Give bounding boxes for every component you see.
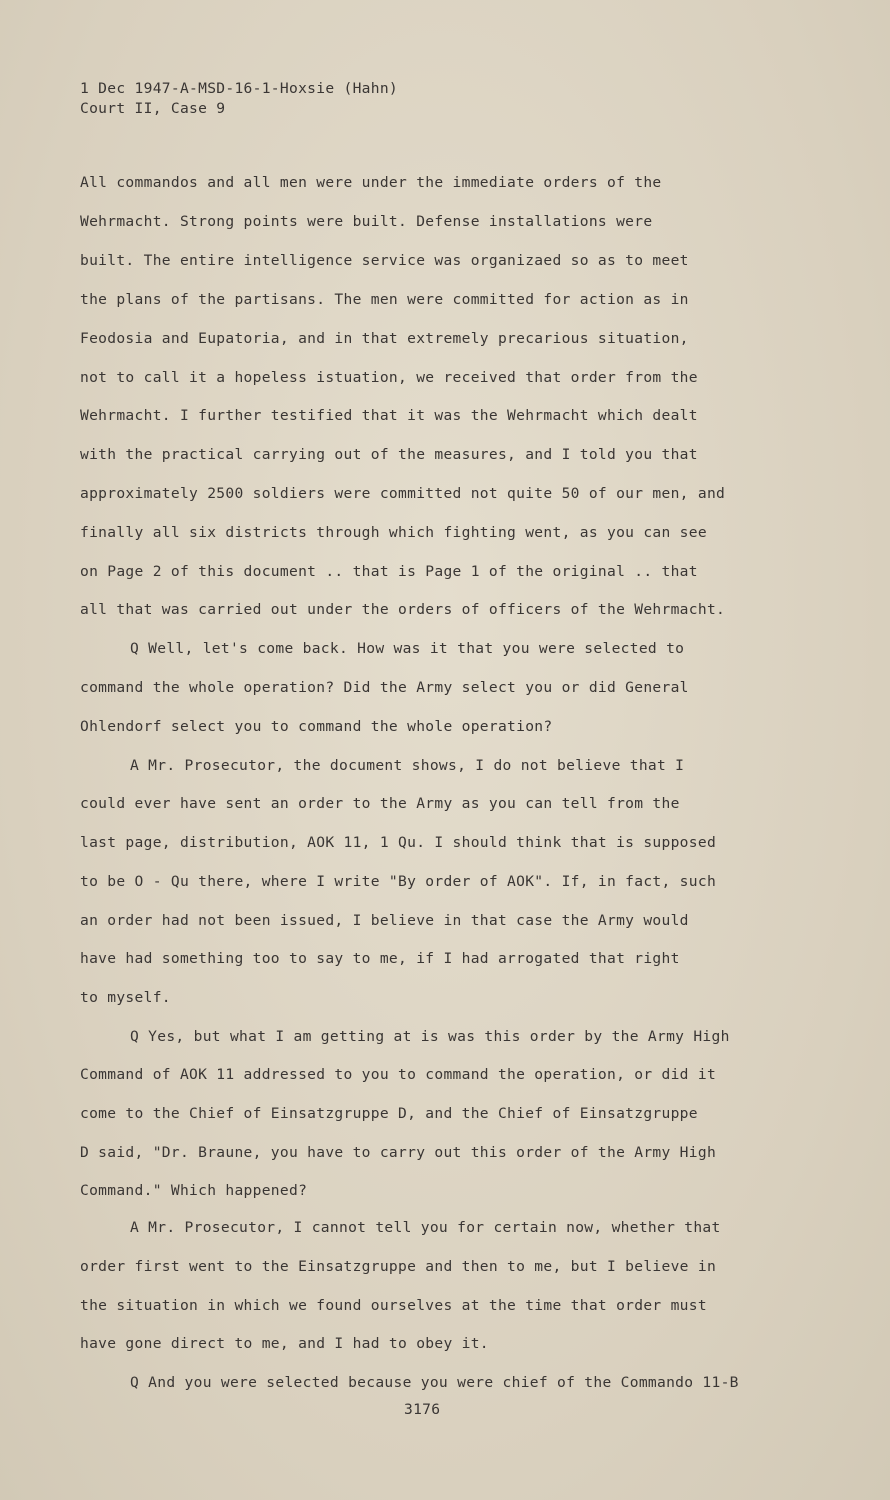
question-line: Q Well, let's come back. How was it that you were selected to xyxy=(130,640,685,657)
text-line: built. The entire intelligence service was organizaed so as to meet xyxy=(80,252,689,269)
text-line: to be O - Qu there, where I write "By order of AOK". If, in fact, such xyxy=(80,873,717,890)
text-line: not to call it a hopeless istuation, we received that order from the xyxy=(80,369,698,386)
text-line: Wehrmacht. Strong points were built. Defense installations were xyxy=(80,213,653,230)
question-line: Q Yes, but what I am getting at is was this order by the Army High xyxy=(130,1028,730,1045)
text-line: finally all six districts through which fighting went, as you can see xyxy=(80,524,707,541)
text-line: D said, "Dr. Braune, you have to carry out this order of the Army High xyxy=(80,1144,717,1161)
text-line: on Page 2 of this document .. that is Page 1 of the original .. that xyxy=(80,563,698,580)
text-line: Command of AOK 11 addressed to you to command the operation, or did it xyxy=(80,1066,717,1083)
header-court: Court II, Case 9 xyxy=(80,100,226,117)
text-line: with the practical carrying out of the measures, and I told you that xyxy=(80,446,698,463)
text-line: come to the Chief of Einsatzgruppe D, and the Chief of Einsatzgruppe xyxy=(80,1105,698,1122)
text-line: Feodosia and Eupatoria, and in that extremely precarious situation, xyxy=(80,330,689,347)
answer-line: A Mr. Prosecutor, the document shows, I do not believe that I xyxy=(130,757,685,774)
answer-line: A Mr. Prosecutor, I cannot tell you for certain now, whether that xyxy=(130,1219,721,1236)
text-line: have gone direct to me, and I had to obey it. xyxy=(80,1335,489,1352)
text-line: the situation in which we found ourselves at the time that order must xyxy=(80,1297,707,1314)
text-line: Command." Which happened? xyxy=(80,1182,308,1199)
text-line: command the whole operation? Did the Army select you or did General xyxy=(80,679,689,696)
text-line: order first went to the Einsatzgruppe and then to me, but I believe in xyxy=(80,1258,717,1275)
text-line: All commandos and all men were under the immediate orders of the xyxy=(80,174,662,191)
text-line: have had something too to say to me, if I had arrogated that right xyxy=(80,950,680,967)
text-line: an order had not been issued, I believe in that case the Army would xyxy=(80,912,689,929)
text-line: could ever have sent an order to the Army as you can tell from the xyxy=(80,795,680,812)
page-number: 3176 xyxy=(404,1401,441,1418)
text-line: Wehrmacht. I further testified that it was the Wehrmacht which dealt xyxy=(80,407,698,424)
header-reference: 1 Dec 1947-A-MSD-16-1-Hoxsie (Hahn) xyxy=(80,80,399,97)
text-line: the plans of the partisans. The men were committed for action as in xyxy=(80,291,689,308)
text-line: last page, distribution, AOK 11, 1 Qu. I should think that is supposed xyxy=(80,834,717,851)
text-line: to myself. xyxy=(80,989,171,1006)
question-line: Q And you were selected because you were chief of the Commando 11-B xyxy=(130,1374,739,1391)
text-line: approximately 2500 soldiers were committed not quite 50 of our men, and xyxy=(80,485,726,502)
text-line: Ohlendorf select you to command the whole operation? xyxy=(80,718,553,735)
text-line: all that was carried out under the orders of officers of the Wehrmacht. xyxy=(80,601,726,618)
